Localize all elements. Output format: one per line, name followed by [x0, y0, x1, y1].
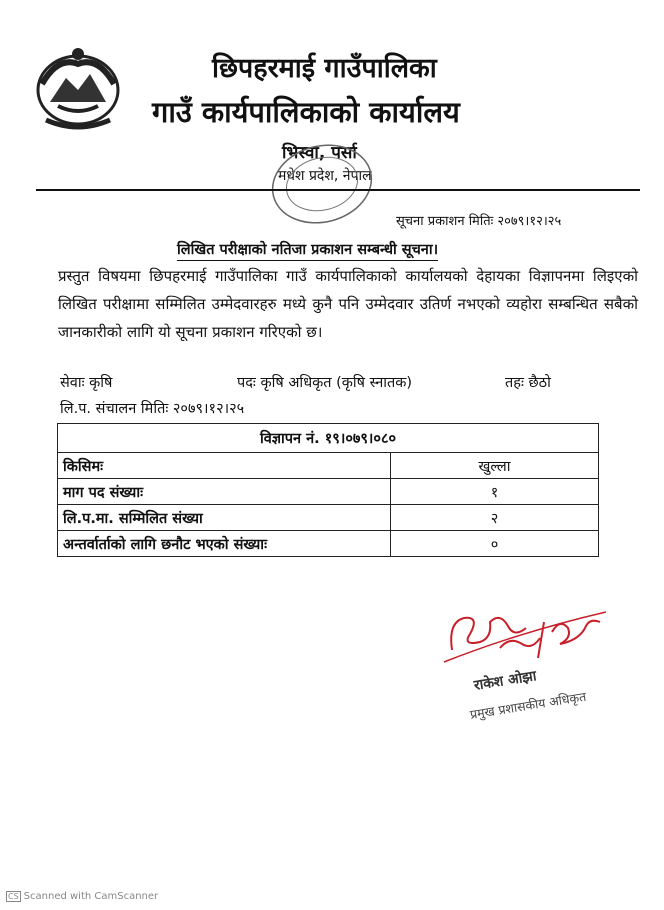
row-value: १	[391, 479, 599, 505]
table-row	[58, 531, 599, 557]
scanner-watermark	[6, 891, 158, 902]
address-line-1: भिस्वा, पर्सा	[282, 143, 357, 163]
notice-subject: लिखित परीक्षाको नतिजा प्रकाशन सम्बन्धी सूचना।	[177, 239, 438, 261]
scanner-text: Scanned with CamScanner	[23, 891, 159, 902]
signatory-name: राकेश ओझा	[472, 668, 538, 694]
table-row	[58, 505, 599, 531]
camscanner-logo-icon: CS	[8, 892, 19, 901]
exam-date: लि.प. संचालन मितिः २०७९।१२।२५	[60, 401, 245, 417]
table-header-row	[58, 424, 599, 453]
nepal-emblem-icon	[28, 44, 128, 132]
table-row	[58, 453, 599, 479]
municipality-name: छिपहरमाई गाउँपालिका	[212, 53, 437, 84]
level-field: तहः छैठो	[505, 375, 551, 391]
post-field: पदः कृषि अधिकृत (कृषि स्नातक)	[237, 375, 413, 391]
row-value: २	[391, 505, 599, 531]
service-field: सेवाः कृषि	[60, 375, 113, 391]
handwritten-signature	[440, 592, 610, 664]
row-label: किसिमः	[58, 453, 391, 479]
address-line-2: मधेश प्रदेश, नेपाल	[278, 168, 372, 184]
table-row	[58, 479, 599, 505]
office-stamp-icon	[262, 136, 378, 228]
notice-body: प्रस्तुत विषयमा छिपहरमाई गाउँपालिका गाउँ कार्यपालिकाको कार्यालयको देहायका विज्ञापनमा लिइएको लिखित परीक्षामा सम्मिलित उम्मेदवारहरु मध्ये कुनै पनि उम्मेदवार उतिर्ण नभएको व्यहोरा सम्बन्धित सबैको जानकारीको लागि यो सूचना प्रकाशन गरिएको छ।	[58, 267, 638, 341]
advertisement-number: विज्ञापन नं. १९।०७९।०८०	[58, 424, 599, 453]
result-table	[57, 423, 599, 557]
row-value: ०	[391, 531, 599, 557]
row-label: अन्तर्वार्ताको लागि छनौट भएको संख्याः	[58, 531, 391, 557]
office-name: गाउँ कार्यपालिकाको कार्यालय	[152, 95, 460, 129]
row-value: खुल्ला	[391, 453, 599, 479]
header-divider	[36, 189, 640, 191]
row-label: माग पद संख्याः	[58, 479, 391, 505]
notice-publish-date: सूचना प्रकाशन मितिः २०७९।१२।२५	[396, 214, 562, 229]
signatory-title: प्रमुख प्रशासकीय अधिकृत	[468, 688, 588, 722]
row-label: लि.प.मा. सम्मिलित संख्या	[58, 505, 391, 531]
